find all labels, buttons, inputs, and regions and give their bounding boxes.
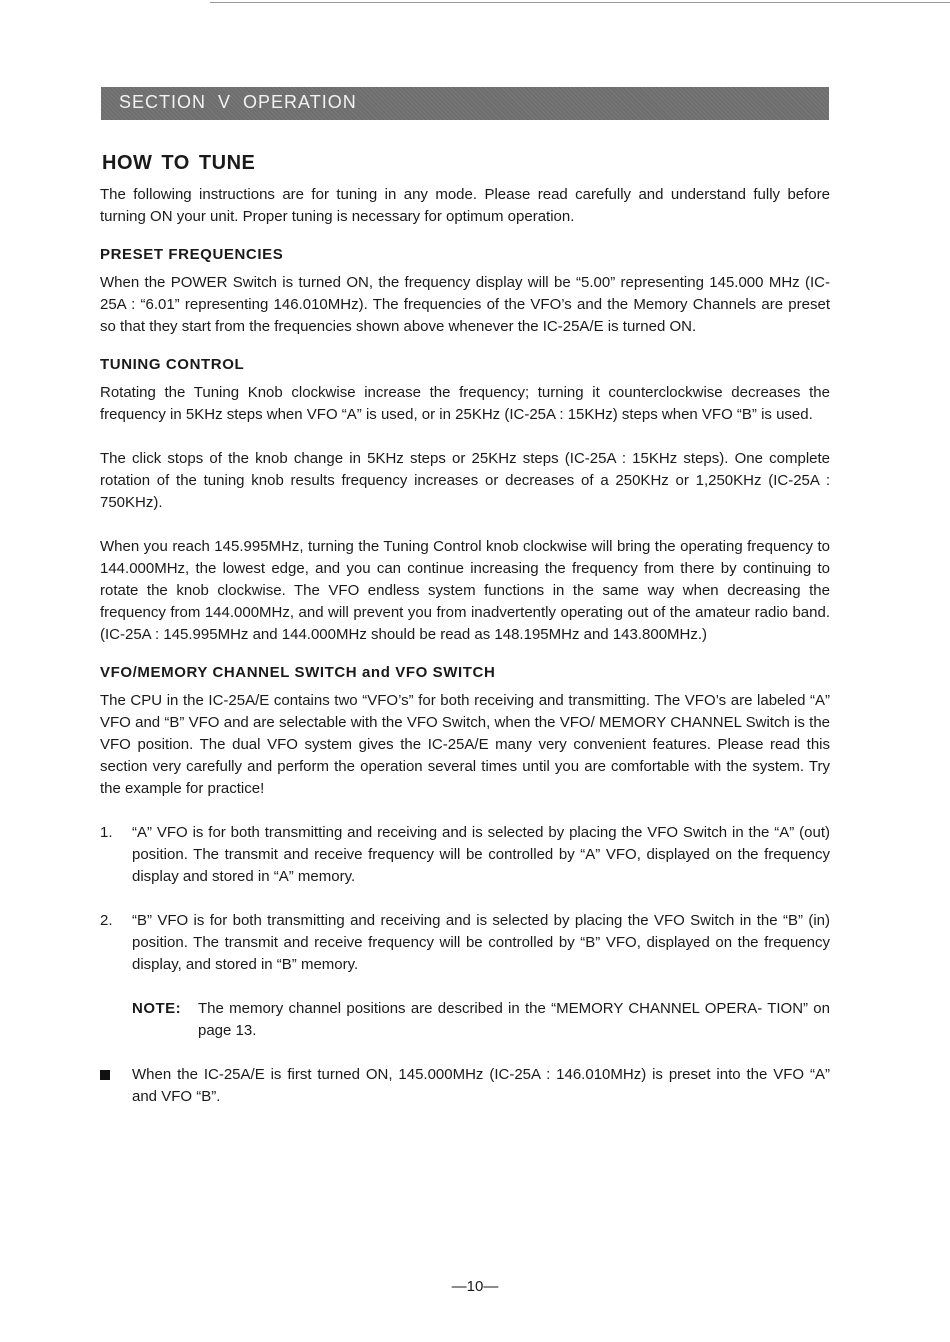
note — [132, 998, 830, 1042]
vfo-paragraph: The CPU in the IC-25A/E contains two “VFO’s” for both receiving and transmitting. The VFO’s are labeled “A” VFO and “B” VFO and are selectable with the VFO Switch, when the VFO/ MEMORY CHANNEL Switch is the VFO position. The dual VFO system gives the IC-25A/E many very convenient features. Please read this section very carefully and perform the operation several times until you are comfortable with the system. Try the example for practice! — [100, 692, 830, 797]
list-item — [100, 910, 830, 976]
list-text: “B” VFO is for both transmitting and receiving and is selected by placing the VFO Switch in the “B” (in) position. The transmit and receive frequency will be controlled by “B” VFO, displayed on the frequency display, and stored in “B” memory. — [132, 912, 830, 973]
square-bullet-icon — [100, 1070, 110, 1080]
section-title: SECTION V OPERATION — [119, 92, 357, 112]
bullet-item — [100, 1064, 830, 1108]
tuning-heading: TUNING CONTROL — [100, 356, 245, 373]
bullet-text: When the IC-25A/E is first turned ON, 145.000MHz (IC-25A : 146.010MHz) is preset into the VFO “A” and VFO “B”. — [132, 1066, 830, 1105]
page-number: —10— — [451, 1278, 499, 1295]
page-title: HOW TO TUNE — [102, 152, 256, 174]
tuning-paragraph-2: The click stops of the knob change in 5KHz steps or 25KHz steps (IC-25A : 15KHz steps). One complete rotation of the tuning knob results frequency increases or decreases of a 250KHz or 1,250KHz (IC-25A : 750KHz). — [100, 450, 830, 511]
list-number: 1. — [100, 824, 113, 841]
intro-paragraph: The following instructions are for tuning in any mode. Please read carefully and understand fully before turning ON your unit. Proper tuning is necessary for optimum operation. — [100, 186, 830, 225]
list-number: 2. — [100, 912, 113, 929]
note-text: The memory channel positions are described in the “MEMORY CHANNEL OPERA- TION” on page 13. — [198, 1000, 830, 1039]
preset-paragraph: When the POWER Switch is turned ON, the frequency display will be “5.00” representing 145.000 MHz (IC-25A : “6.01” representing 146.010MHz). The frequencies of the VFO’s and the Memory Channels are preset so that they start from the frequencies shown above whenever the IC-25A/E is turned ON. — [100, 274, 830, 335]
vfo-heading: VFO/MEMORY CHANNEL SWITCH and VFO SWITCH — [100, 664, 496, 681]
top-rule — [210, 2, 950, 3]
preset-heading: PRESET FREQUENCIES — [100, 246, 284, 263]
tuning-paragraph-1: Rotating the Tuning Knob clockwise increase the frequency; turning it counterclockwise decreases the frequency in 5KHz steps when VFO “A” is used, or in 25KHz (IC-25A : 15KHz) steps when VFO “B” is used. — [100, 384, 830, 423]
page-content — [100, 152, 830, 1108]
list-item — [100, 822, 830, 888]
list-text: “A” VFO is for both transmitting and receiving and is selected by placing the VFO Switch in the “A” (out) position. The transmit and receive frequency will be controlled by “A” VFO, displayed on the frequency display and stored in “A” memory. — [132, 824, 830, 885]
note-label: NOTE: — [132, 1000, 182, 1017]
section-banner — [101, 87, 829, 120]
tuning-paragraph-3: When you reach 145.995MHz, turning the Tuning Control knob clockwise will bring the operating frequency to 144.000MHz, the lowest edge, and you can continue increasing the frequency from there by continuing to rotate the knob clockwise. The VFO endless system functions in the same way when decreasing the frequency from 144.000MHz, and will prevent you from inadvertently operating out of the amateur radio band. (IC-25A : 145.995MHz and 144.000MHz should be read as 148.195MHz and 143.800MHz.) — [100, 538, 830, 643]
